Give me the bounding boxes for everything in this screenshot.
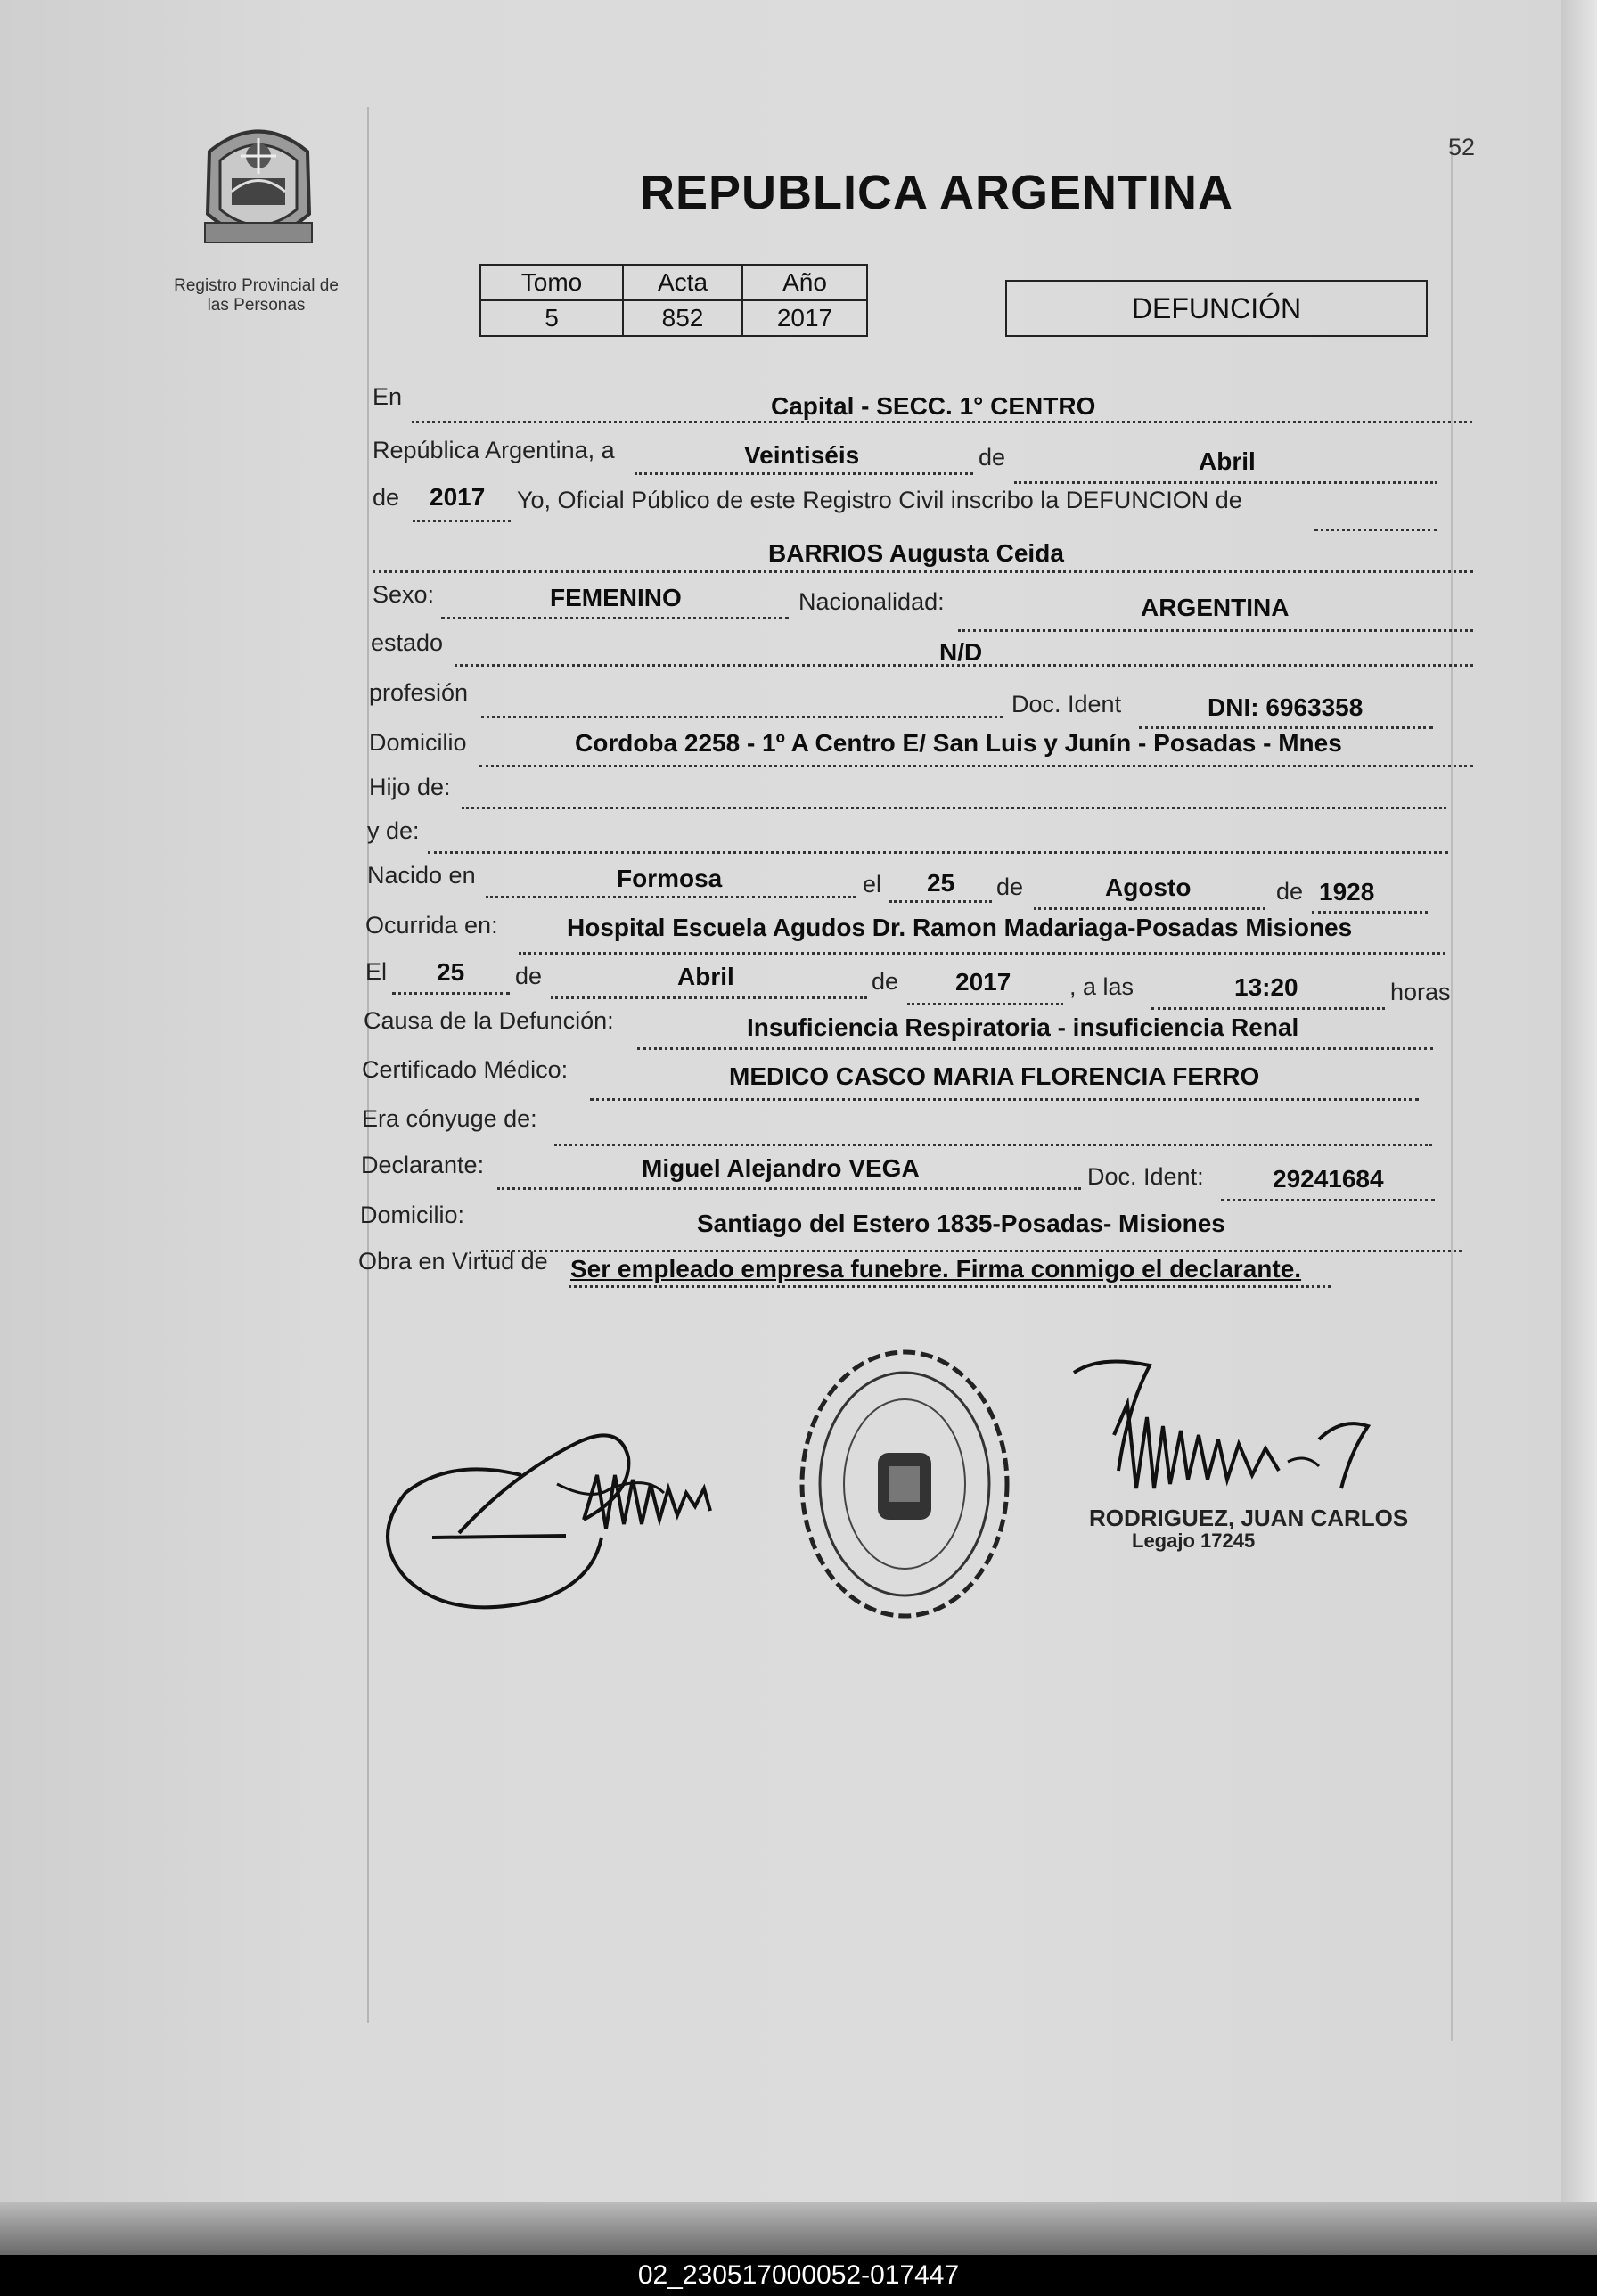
label-conyuge: Era cónyuge de:	[362, 1105, 537, 1132]
label-obra: Obra en Virtud de	[358, 1248, 548, 1275]
declarant-signature-icon	[379, 1422, 771, 1627]
record-type-box: DEFUNCIÓN	[1005, 280, 1428, 337]
label-hijo-de: Hijo de:	[369, 774, 451, 800]
label-declarante: Declarante:	[361, 1152, 485, 1178]
dotted-line	[551, 996, 867, 999]
official-name: RODRIGUEZ, JUAN CARLOS	[1089, 1505, 1409, 1531]
label-a-las: , a las	[1069, 973, 1134, 1000]
label-doc-ident: Doc. Ident	[1011, 691, 1122, 718]
label-doc-ident: Doc. Ident:	[1087, 1163, 1204, 1190]
label-de: de	[996, 873, 1024, 900]
registry-line-2: las Personas	[207, 296, 306, 315]
dotted-line	[1151, 1007, 1385, 1010]
dotted-line	[1034, 907, 1265, 910]
label-de: de	[1276, 878, 1304, 905]
dotted-line	[462, 807, 1446, 809]
label-republica: República Argentina, a	[373, 437, 615, 463]
scan-code: 02_230517000052-017447	[0, 2255, 1597, 2296]
label-certificado: Certificado Médico:	[362, 1056, 569, 1083]
place-of-death-value: Hospital Escuela Agudos Dr. Ramon Madariaga-Posadas Misiones	[567, 914, 1353, 941]
right-rule	[1451, 143, 1453, 2041]
tomo-header: Tomo	[480, 265, 623, 300]
declarant-name-value: Miguel Alejandro VEGA	[642, 1154, 920, 1182]
birth-day-value: 25	[927, 869, 955, 897]
death-year-value: 2017	[955, 968, 1011, 996]
deceased-name: BARRIOS Augusta Ceida	[768, 539, 1064, 567]
medical-certificate-value: MEDICO CASCO MARIA FLORENCIA FERRO	[729, 1062, 1260, 1090]
dotted-line	[958, 629, 1473, 632]
anio-header: Año	[742, 265, 867, 300]
birth-year-value: 1928	[1319, 878, 1375, 906]
dotted-line	[373, 570, 1473, 573]
dotted-line	[497, 1187, 1081, 1190]
acta-value: 852	[623, 300, 742, 336]
death-day-value: 25	[437, 958, 465, 986]
day-value: Veintiséis	[744, 441, 860, 469]
page-edge	[1561, 0, 1597, 2210]
scanner-edge	[0, 2202, 1597, 2255]
label-de: de	[515, 963, 543, 989]
dotted-line	[441, 617, 789, 619]
label-horas: horas	[1390, 979, 1451, 1005]
label-de: de	[872, 968, 899, 995]
sex-value: FEMENINO	[550, 584, 682, 611]
document-value: DNI: 6963358	[1208, 693, 1364, 721]
label-nacionalidad: Nacionalidad:	[798, 588, 945, 615]
dotted-line	[635, 472, 973, 475]
death-month-value: Abril	[677, 963, 734, 990]
record-table	[479, 264, 868, 337]
dotted-line	[392, 992, 510, 995]
registry-line-1: Registro Provincial de	[174, 276, 339, 295]
dotted-line	[412, 421, 1472, 423]
death-time-value: 13:20	[1234, 973, 1298, 1001]
dotted-line	[519, 952, 1445, 955]
nationality-value: ARGENTINA	[1141, 594, 1290, 621]
declarant-document-value: 29241684	[1273, 1165, 1384, 1193]
basis-value: Ser empleado empresa funebre. Firma conmigo el declarante.	[570, 1255, 1302, 1283]
dotted-line	[1014, 481, 1437, 484]
dotted-line	[486, 896, 856, 898]
label-de: de	[373, 484, 400, 511]
dotted-line	[428, 851, 1448, 854]
address-value: Cordoba 2258 - 1º A Centro E/ San Luis y Junín - Posadas - Mnes	[575, 729, 1342, 757]
dotted-line	[413, 520, 511, 522]
year-value: 2017	[430, 483, 486, 511]
anio-value: 2017	[742, 300, 867, 336]
official-legajo: Legajo 17245	[1132, 1529, 1256, 1552]
dotted-line	[479, 765, 1473, 767]
official-stamp-icon	[791, 1341, 1019, 1627]
document-title: REPUBLICA ARGENTINA	[640, 166, 1233, 219]
label-ocurrida-en: Ocurrida en:	[365, 912, 498, 939]
dotted-line	[889, 900, 992, 903]
label-el: El	[365, 958, 388, 985]
dotted-line	[637, 1047, 1433, 1050]
label-sexo: Sexo:	[373, 581, 435, 608]
birthplace-value: Formosa	[617, 865, 723, 892]
label-de: de	[979, 444, 1006, 471]
dotted-line	[1221, 1199, 1435, 1201]
dotted-line	[1314, 529, 1437, 531]
label-el: el	[863, 871, 882, 898]
label-causa: Causa de la Defunción:	[364, 1007, 614, 1034]
cause-of-death-value: Insuficiencia Respiratoria - insuficiencia Renal	[747, 1013, 1299, 1041]
place-value: Capital - SECC. 1° CENTRO	[771, 392, 1096, 420]
dotted-line	[590, 1098, 1419, 1101]
label-en: En	[373, 383, 403, 410]
official-stamp-text	[1089, 1506, 1408, 1553]
label-domicilio: Domicilio:	[360, 1201, 465, 1228]
dotted-line	[907, 1003, 1063, 1005]
label-domicilio: Domicilio	[369, 729, 467, 756]
registry-name	[160, 276, 352, 316]
label-y-de: y de:	[367, 817, 420, 844]
province-seal-icon	[192, 116, 325, 258]
label-estado: estado	[371, 629, 444, 656]
dotted-line	[481, 1250, 1462, 1252]
acta-header: Acta	[623, 265, 742, 300]
month-value: Abril	[1199, 447, 1256, 475]
civil-status-value: N/D	[939, 638, 983, 666]
dotted-line	[569, 1285, 1331, 1288]
tomo-value: 5	[480, 300, 623, 336]
statement-text: Yo, Oficial Público de este Registro Civil inscribo la DEFUNCION de	[517, 487, 1242, 513]
dotted-line	[554, 1144, 1432, 1146]
dotted-line	[481, 716, 1003, 718]
page-number: 52	[1448, 134, 1476, 160]
label-nacido-en: Nacido en	[367, 862, 476, 889]
label-profesion: profesión	[369, 679, 469, 706]
declarant-address-value: Santiago del Estero 1835-Posadas- Misiones	[697, 1210, 1225, 1237]
birth-month-value: Agosto	[1105, 873, 1192, 901]
